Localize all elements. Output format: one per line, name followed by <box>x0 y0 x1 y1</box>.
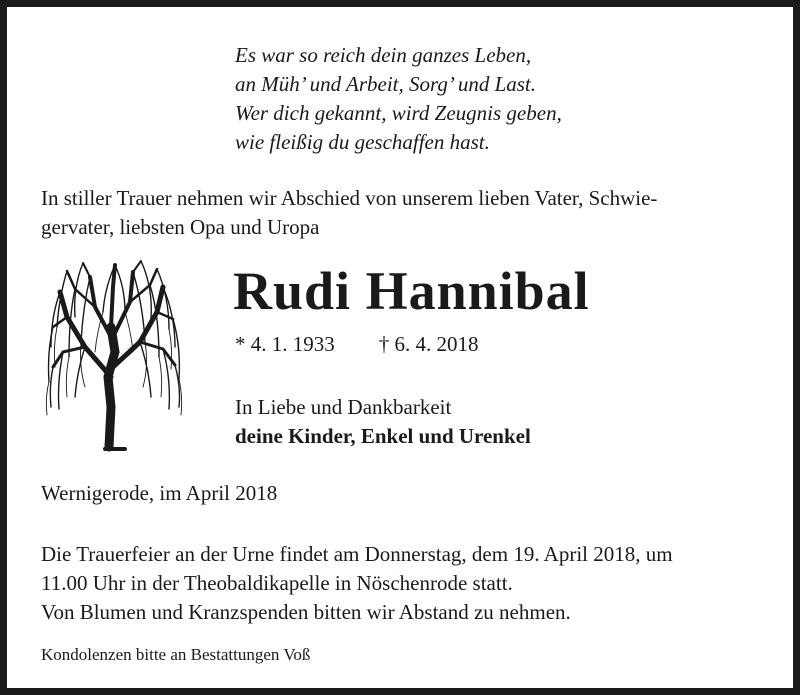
poem-line: an Müh’ und Arbeit, Sorg’ und Last. <box>235 72 537 96</box>
ceremony-text <box>41 540 673 627</box>
deceased-name: Rudi Hannibal <box>233 261 590 321</box>
poem-line: wie fleißig du geschaffen hast. <box>235 130 490 154</box>
poem-line: Wer dich gekannt, wird Zeugnis geben, <box>235 101 562 125</box>
ceremony-line: Die Trauerfeier an der Urne findet am Donnerstag, dem 19. April 2018, um <box>41 542 673 566</box>
mourners-dedication: In Liebe und Dankbarkeit <box>235 395 452 419</box>
life-dates <box>235 332 479 357</box>
mourners-family: deine Kinder, Enkel und Urenkel <box>235 424 531 448</box>
intro-text <box>41 184 776 242</box>
ceremony-line: 11.00 Uhr in der Theobaldikapelle in Nöschenrode statt. <box>41 571 513 595</box>
condolence-note: Kondolenzen bitte an Bestattungen Voß <box>41 645 311 664</box>
memorial-poem <box>235 41 562 157</box>
death-date: † 6. 4. 2018 <box>378 332 479 356</box>
ceremony-line: Von Blumen und Kranzspenden bitten wir Abstand zu nehmen. <box>41 600 571 624</box>
mourners-block <box>235 393 531 451</box>
birth-date: * 4. 1. 1933 <box>235 332 335 356</box>
place-date: Wernigerode, im April 2018 <box>41 481 278 505</box>
intro-line: gervater, liebsten Opa und Uropa <box>41 215 320 239</box>
poem-line: Es war so reich dein ganzes Leben, <box>235 43 532 67</box>
weeping-tree-icon <box>45 257 185 452</box>
intro-line: In stiller Trauer nehmen wir Abschied von unserem lieben Vater, Schwie- <box>41 186 658 210</box>
